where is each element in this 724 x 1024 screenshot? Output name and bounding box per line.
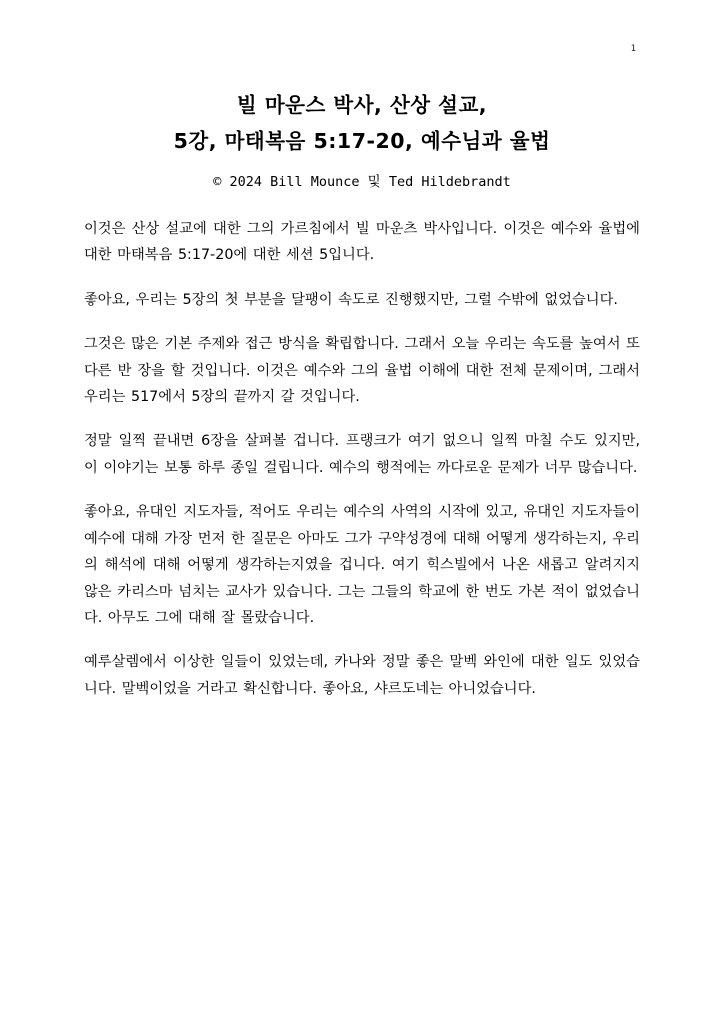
byline-copyright: © 2024 Bill Mounce <box>213 173 360 190</box>
paragraph: 그것은 많은 기본 주제와 접근 방식을 확립합니다. 그래서 오늘 우리는 속도를 높여서 또 다른 반 장을 할 것입니다. 이것은 예수와 그의 율법 이해에 대한 전체 문제이며, 그래서 우리는 517에서 5장의 끝까지 갈 것입니다. <box>84 336 640 405</box>
body-text <box>84 216 640 703</box>
byline <box>84 170 640 190</box>
paragraph: 이것은 산상 설교에 대한 그의 가르침에서 빌 마운츠 박사입니다. 이것은 예수와 율법에 대한 마태복음 5:17-20에 대한 세션 5입니다. <box>84 220 640 264</box>
title-line-2: 5강, 마태복음 5:17-20, 예수님과 율법 <box>173 128 551 153</box>
paragraph: 정말 일찍 끝내면 6장을 살펴볼 겁니다. 프랭크가 여기 없으니 일찍 마칠 수도 있지만, 이 이야기는 보통 하루 종일 걸립니다. 예수의 행적에는 까다로운 문제가 너무 많습니다. <box>84 433 640 476</box>
paragraph: 좋아요, 우리는 5장의 첫 부분을 달팽이 속도로 진행했지만, 그럴 수밖에 없었습니다. <box>84 291 618 308</box>
document-content <box>84 88 640 702</box>
title-line-1: 빌 마운스 박사, 산상 설교, <box>236 93 488 117</box>
page-number: 1 <box>630 44 636 54</box>
byline-second-author: Ted Hildebrandt <box>388 173 511 190</box>
document-title <box>84 88 640 160</box>
paragraph: 예루살렘에서 이상한 일들이 있었는데, 카나와 정말 좋은 말벡 와인에 대한 일도 있었습니다. 말벡이었을 거라고 확신합니다. 좋아요, 샤르도네는 아니었습니다. <box>84 654 640 697</box>
paragraph: 좋아요, 유대인 지도자들, 적어도 우리는 예수의 사역의 시작에 있고, 유대인 지도자들이 예수에 대해 가장 먼저 한 질문은 아마도 그가 구약성경에 대해 어떻게 생각하는지, 우리의 해석에 대해 어떻게 생각하는지였을 겁니다. 여기 힉스빌에서 나온 새롭고 알려지지 않은 카리스마 넘치는 교사가 있습니다. 그는 그들의 학교에 한 번도 가본 적이 없었습니다. 아무도 그에 대해 잘 몰랐습니다. <box>84 504 640 626</box>
byline-conjunction: 및 <box>367 173 381 190</box>
